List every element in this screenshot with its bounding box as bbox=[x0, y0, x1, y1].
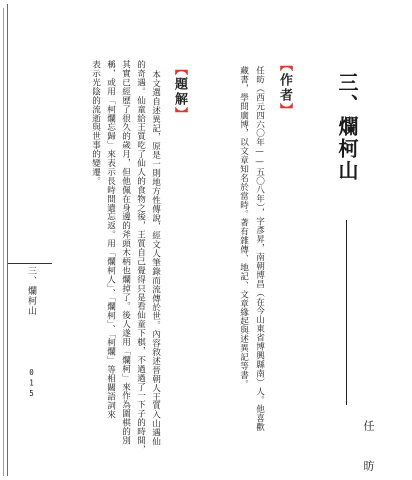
heading-bracket-close: 】 bbox=[172, 107, 187, 122]
explanation-line: 本文選自述異記，原是一則地方性傳說，經文人筆錄而流傳於世。內容敘述晉朝人王質入山遇仙 bbox=[150, 70, 161, 446]
page-number: 015 bbox=[27, 368, 36, 400]
page-edge-line bbox=[7, 4, 8, 476]
heading-bracket-close: 】 bbox=[277, 103, 292, 118]
explanation-heading-label: 題解 bbox=[172, 77, 187, 107]
title-rule bbox=[346, 220, 347, 405]
explanation-line: 稱，或用「柯爛忘歸」來表示長時間遺忘返。用「爛柯人」、「爛柯」、「柯爛」等相關語詞來 bbox=[105, 60, 116, 419]
chapter-title: 三、爛柯山 bbox=[335, 72, 359, 182]
sidebar-chapter-label: 三、爛柯山 bbox=[26, 266, 36, 316]
explanation-line: 表示光陰的流逝與世事的變遷。 bbox=[90, 60, 101, 186]
explanation-line: 其實已經歷了很久的歲月，但他佩在身邊的斧頭木柄也爛掉了。後人遂用「爛柯」來作為圍棋的別 bbox=[120, 60, 131, 445]
explanation-line: 的奇遇。仙童給王質吃了仙人的食物之後，王質自己覺得只是看仙童下棋，不過過了一下子的時間， bbox=[135, 60, 146, 454]
author-name: 任 昉 bbox=[362, 420, 375, 480]
heading-bracket-open: 【 bbox=[172, 62, 187, 77]
author-heading bbox=[276, 58, 292, 118]
author-line: 任昉（西元四六〇年——五〇八年），字彥昇，南朝博昌（在今山東省博興縣南）人。他喜歡 bbox=[254, 66, 265, 432]
sidebar-divider bbox=[8, 263, 52, 264]
author-line: 藏書，學問廣博，以文章知名於當時。著有雜傳、地記、文章緣起與述異記等書。 bbox=[238, 66, 249, 389]
author-heading-label: 作者 bbox=[277, 73, 292, 103]
explanation-heading bbox=[171, 62, 187, 122]
heading-bracket-open: 【 bbox=[277, 58, 292, 73]
page-edge-line bbox=[3, 8, 4, 476]
